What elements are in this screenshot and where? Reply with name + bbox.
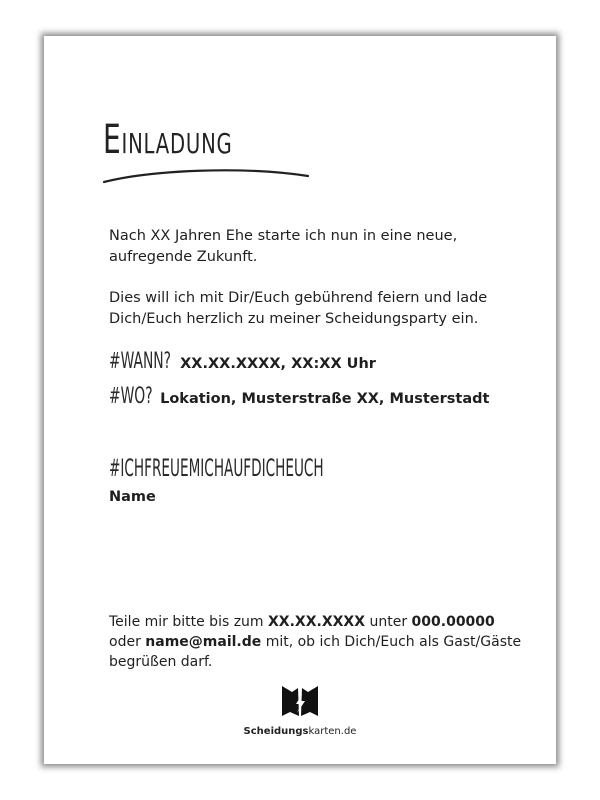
rsvp-text <box>109 612 529 672</box>
wann-label: #WANN? <box>109 349 172 374</box>
broken-heart-book-icon <box>280 682 320 720</box>
brand-wordmark <box>44 726 556 737</box>
rsvp-email: name@mail.de <box>145 634 262 650</box>
intro-paragraph-1: Nach XX Jahren Ehe starte ich nun in eine neue, aufregende Zukunft. <box>109 228 458 265</box>
signoff-hashtag: #ICHFREUEMICHAUFDICHEUCH <box>109 454 324 482</box>
wann-value: XX.XX.XXXX, XX:XX Uhr <box>180 356 376 372</box>
rsvp-text-2: unter <box>365 614 412 630</box>
title-underline-swoosh <box>102 164 312 186</box>
invitation-title: Einladung <box>103 117 233 163</box>
brand-rest: karten.de <box>308 726 357 737</box>
wo-row <box>109 384 489 409</box>
rsvp-text-3: oder <box>109 634 146 650</box>
wo-label: #WO? <box>109 384 153 409</box>
rsvp-text-4: mit, ob ich Dich/Euch als Gast/Gäste begrüßen darf. <box>109 634 522 670</box>
brand-bold: Scheidungs <box>243 726 309 737</box>
intro-paragraph-2: Dies will ich mit Dir/Euch gebührend feiern und lade Dich/Euch herzlich zu meiner Scheidungsparty ein. <box>109 290 488 327</box>
invitation-card <box>44 36 556 764</box>
rsvp-text-1: Teile mir bitte bis zum <box>109 614 269 630</box>
wann-row <box>109 349 376 374</box>
signoff-name: Name <box>109 489 156 505</box>
wo-value: Lokation, Musterstraße XX, Musterstadt <box>160 391 490 407</box>
rsvp-phone: 000.00000 <box>411 614 495 630</box>
rsvp-date: XX.XX.XXXX <box>268 614 366 630</box>
